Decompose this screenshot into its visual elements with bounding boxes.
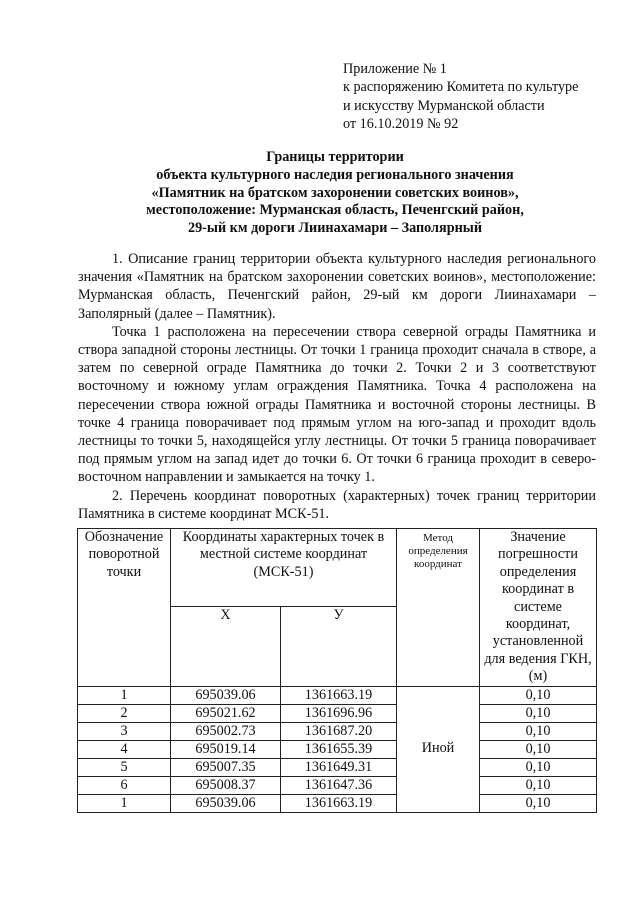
document-title (80, 149, 590, 238)
title-line-4: местоположение: Мурманская область, Печенгский район, (146, 202, 524, 219)
x-cell: 695039.06 (171, 794, 281, 812)
title-line-3: «Памятник на братском захоронении советских воинов», (151, 184, 519, 201)
y-cell: 1361649.31 (281, 758, 397, 776)
x-cell: 695002.73 (171, 722, 281, 740)
y-cell: 1361687.20 (281, 722, 397, 740)
appendix-block (343, 60, 578, 134)
error-cell: 0,10 (480, 794, 597, 812)
table-row (78, 704, 597, 722)
table-row (78, 758, 597, 776)
point-cell: 4 (78, 740, 171, 758)
y-cell: 1361647.36 (281, 776, 397, 794)
header-point: Обозначение поворотной точки (78, 529, 171, 687)
x-cell: 695019.14 (171, 740, 281, 758)
point-cell: 5 (78, 758, 171, 776)
y-cell: 1361655.39 (281, 740, 397, 758)
table-row (78, 776, 597, 794)
appendix-number: Приложение № 1 (343, 61, 447, 77)
coordinates-table (77, 528, 597, 813)
x-cell: 695008.37 (171, 776, 281, 794)
title-line-2: объекта культурного наследия регионального значения (156, 166, 514, 183)
paragraph-points: Точка 1 расположена на пересечении створа северной ограды Памятника и створа западной стороны лестницы. От точки 1 граница проходит сначала в створе, а затем по северной ограде Памятника до точки 2. Точки 2 и 3 соответствуют восточному и южному углам ограждения Памятника. Точка 4 расположена на пересечении створа южной ограды Памятника и восточной стороны лестницы. В точке 4 граница поворачивает под прямым углом на юго-запад и проходит вдоль лестницы то точки 5, находящейся углу лестницы. От точки 5 граница поворачивает под прямым углом на запад идет до точки 6. От точки 6 граница проходит в северо-восточном направлении и замыкается на точку 1. (78, 323, 596, 486)
error-cell: 0,10 (480, 686, 597, 704)
error-cell: 0,10 (480, 722, 597, 740)
table-row (78, 794, 597, 812)
x-cell: 695039.06 (171, 686, 281, 704)
appendix-date: от 16.10.2019 № 92 (343, 116, 459, 133)
paragraph-description: 1. Описание границ территории объекта культурного наследия регионального значения «Памятник на братском захоронении советских воинов», местоположение: Мурманская область, Печенгский район, 29-ый км дороги Лиинахамари – Заполярный (далее – Памятник). (78, 251, 596, 322)
point-cell: 1 (78, 686, 171, 704)
error-cell: 0,10 (480, 776, 597, 794)
header-x: Х (171, 607, 281, 686)
method-cell: Иной (397, 686, 480, 812)
table-row (78, 722, 597, 740)
appendix-authority: и искусству Мурманской области (343, 97, 545, 114)
point-cell: 3 (78, 722, 171, 740)
header-y: У (281, 607, 397, 686)
document-body (78, 250, 596, 523)
header-error: Значение погрешности определения координат в системе координат, установленной для ведения ГКН, (м) (480, 529, 597, 687)
y-cell: 1361696.96 (281, 704, 397, 722)
x-cell: 695007.35 (171, 758, 281, 776)
y-cell: 1361663.19 (281, 686, 397, 704)
point-cell: 6 (78, 776, 171, 794)
point-cell: 2 (78, 704, 171, 722)
header-method: Метод определения координат (397, 529, 480, 687)
title-line-5: 29-ый км дороги Лиинахамари – Заполярный (187, 220, 483, 237)
header-coordinates: Координаты характерных точек в местной системе координат (МСК-51) (171, 529, 397, 607)
paragraph-coordinates-intro: 2. Перечень координат поворотных (характерных) точек границ территории Памятника в системе координат МСК-51. (78, 487, 596, 522)
x-cell: 695021.62 (171, 704, 281, 722)
title-line-1: Границы территории (266, 149, 404, 165)
error-cell: 0,10 (480, 758, 597, 776)
error-cell: 0,10 (480, 704, 597, 722)
table-row (78, 686, 597, 704)
appendix-reference: к распоряжению Комитета по культуре (343, 79, 579, 96)
point-cell: 1 (78, 794, 171, 812)
table-row (78, 740, 597, 758)
table-header-row (78, 529, 597, 607)
y-cell: 1361663.19 (281, 794, 397, 812)
error-cell: 0,10 (480, 740, 597, 758)
